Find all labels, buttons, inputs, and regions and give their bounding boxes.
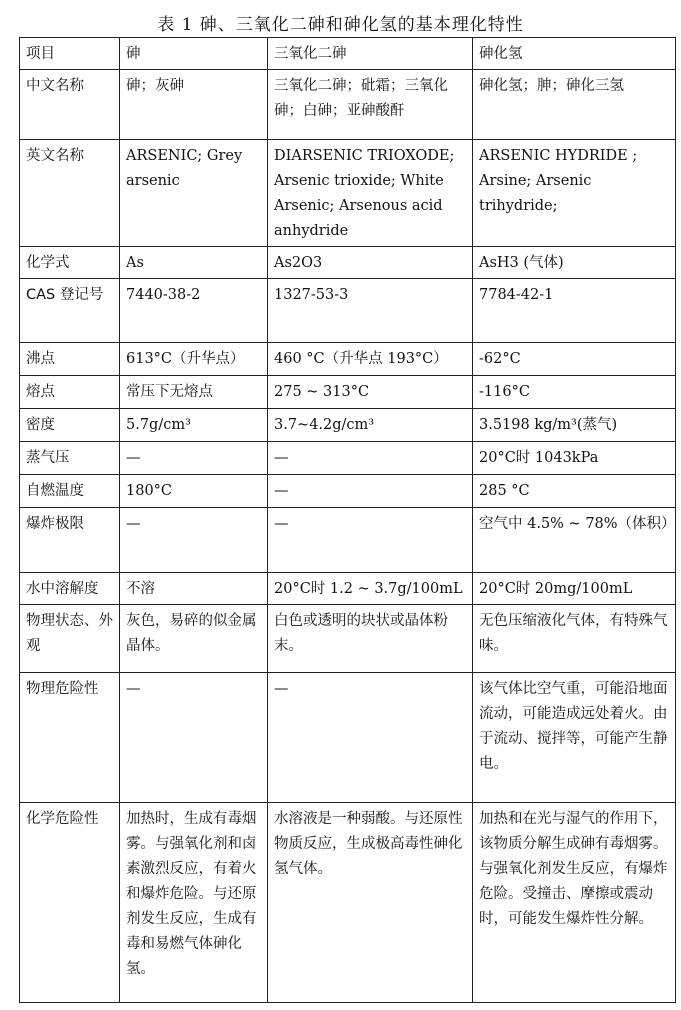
- row-label: 沸点: [20, 343, 120, 376]
- cell-arsenic-trioxide: 水溶液是一种弱酸。与还原性物质反应，生成极高毒性砷化氢气体。: [268, 803, 473, 1003]
- cell-arsenic-trioxide: 三氧化二砷；砒霜；三氧化砷；白砷；亚砷酸酐: [268, 70, 473, 140]
- cell-arsenic: 5.7g/cm³: [120, 409, 268, 442]
- cell-arsenic-trioxide: 3.7~4.2g/cm³: [268, 409, 473, 442]
- cell-arsenic: —: [120, 508, 268, 573]
- cell-arsenic: 613°C（升华点）: [120, 343, 268, 376]
- cell-arsine: ARSENIC HYDRIDE ; Arsine; Arsenic trihydride;: [473, 140, 676, 247]
- table-row: [20, 508, 676, 573]
- row-label: 英文名称: [20, 140, 120, 247]
- properties-table: [19, 37, 676, 1003]
- table-row: [20, 140, 676, 247]
- cell-arsenic: 7440-38-2: [120, 279, 268, 343]
- cell-arsenic: —: [120, 442, 268, 475]
- cell-arsenic-trioxide: —: [268, 475, 473, 508]
- header-item: 项目: [20, 38, 120, 70]
- cell-arsenic-trioxide: 1327-53-3: [268, 279, 473, 343]
- cell-arsenic-trioxide: —: [268, 442, 473, 475]
- row-label: 化学危险性: [20, 803, 120, 1003]
- cell-arsenic: 加热时，生成有毒烟雾。与强氧化剂和卤素激烈反应，有着火和爆炸危险。与还原剂发生反应，生成有毒和易燃气体砷化氢。: [120, 803, 268, 1003]
- cell-arsenic-trioxide: —: [268, 508, 473, 573]
- cell-arsine: 该气体比空气重，可能沿地面流动，可能造成远处着火。由于流动、搅拌等，可能产生静电。: [473, 673, 676, 803]
- cell-arsenic: 砷；灰砷: [120, 70, 268, 140]
- row-label: 水中溶解度: [20, 573, 120, 605]
- cell-arsenic-trioxide: As2O3: [268, 247, 473, 279]
- cell-arsenic: As: [120, 247, 268, 279]
- row-label: 熔点: [20, 376, 120, 409]
- cell-arsenic-trioxide: 460 °C（升华点 193°C）: [268, 343, 473, 376]
- cell-arsine: 加热和在光与湿气的作用下，该物质分解生成砷有毒烟雾。与强氧化剂发生反应，有爆炸危险。受撞击、摩擦或震动时，可能发生爆炸性分解。: [473, 803, 676, 1003]
- table-row: [20, 70, 676, 140]
- cell-arsine: 砷化氢；胂；砷化三氢: [473, 70, 676, 140]
- cell-arsenic: ARSENIC; Grey arsenic: [120, 140, 268, 247]
- cell-arsine: 285 °C: [473, 475, 676, 508]
- table-row: [20, 279, 676, 343]
- header-arsenic-trioxide: 三氧化二砷: [268, 38, 473, 70]
- row-label: CAS 登记号: [20, 279, 120, 343]
- row-label: 物理危险性: [20, 673, 120, 803]
- row-label: 密度: [20, 409, 120, 442]
- cell-arsenic: 灰色，易碎的似金属晶体。: [120, 605, 268, 673]
- cell-arsine: 20°C时 20mg/100mL: [473, 573, 676, 605]
- cell-arsine: 无色压缩液化气体，有特殊气味。: [473, 605, 676, 673]
- cell-arsine: -62°C: [473, 343, 676, 376]
- row-label: 中文名称: [20, 70, 120, 140]
- cell-arsine: 空气中 4.5% ~ 78%（体积）: [473, 508, 676, 573]
- row-label: 物理状态、外观: [20, 605, 120, 673]
- cell-arsenic-trioxide: 白色或透明的块状或晶体粉末。: [268, 605, 473, 673]
- row-label: 蒸气压: [20, 442, 120, 475]
- table-row: [20, 475, 676, 508]
- table-row: [20, 605, 676, 673]
- row-label: 自燃温度: [20, 475, 120, 508]
- header-arsenic: 砷: [120, 38, 268, 70]
- cell-arsenic: 不溶: [120, 573, 268, 605]
- cell-arsenic-trioxide: 20°C时 1.2 ~ 3.7g/100mL: [268, 573, 473, 605]
- row-label: 化学式: [20, 247, 120, 279]
- cell-arsine: 7784-42-1: [473, 279, 676, 343]
- cell-arsenic: 180°C: [120, 475, 268, 508]
- table-caption: 表 1 砷、三氧化二砷和砷化氢的基本理化特性: [157, 15, 524, 35]
- cell-arsenic: —: [120, 673, 268, 803]
- cell-arsenic-trioxide: —: [268, 673, 473, 803]
- cell-arsine: -116°C: [473, 376, 676, 409]
- cell-arsenic-trioxide: 275 ~ 313°C: [268, 376, 473, 409]
- table-row: [20, 673, 676, 803]
- table-row: [20, 343, 676, 376]
- table-row: [20, 247, 676, 279]
- table-header-row: [20, 38, 676, 70]
- cell-arsenic-trioxide: DIARSENIC TRIOXODE; Arsenic trioxide; White Arsenic; Arsenous acid anhydride: [268, 140, 473, 247]
- table-row: [20, 803, 676, 1003]
- table-row: [20, 376, 676, 409]
- table-row: [20, 573, 676, 605]
- table-row: [20, 409, 676, 442]
- cell-arsenic: 常压下无熔点: [120, 376, 268, 409]
- table-row: [20, 442, 676, 475]
- cell-arsine: AsH3 (气体): [473, 247, 676, 279]
- cell-arsine: 20°C时 1043kPa: [473, 442, 676, 475]
- cell-arsine: 3.5198 kg/m³(蒸气): [473, 409, 676, 442]
- header-arsine: 砷化氢: [473, 38, 676, 70]
- row-label: 爆炸极限: [20, 508, 120, 573]
